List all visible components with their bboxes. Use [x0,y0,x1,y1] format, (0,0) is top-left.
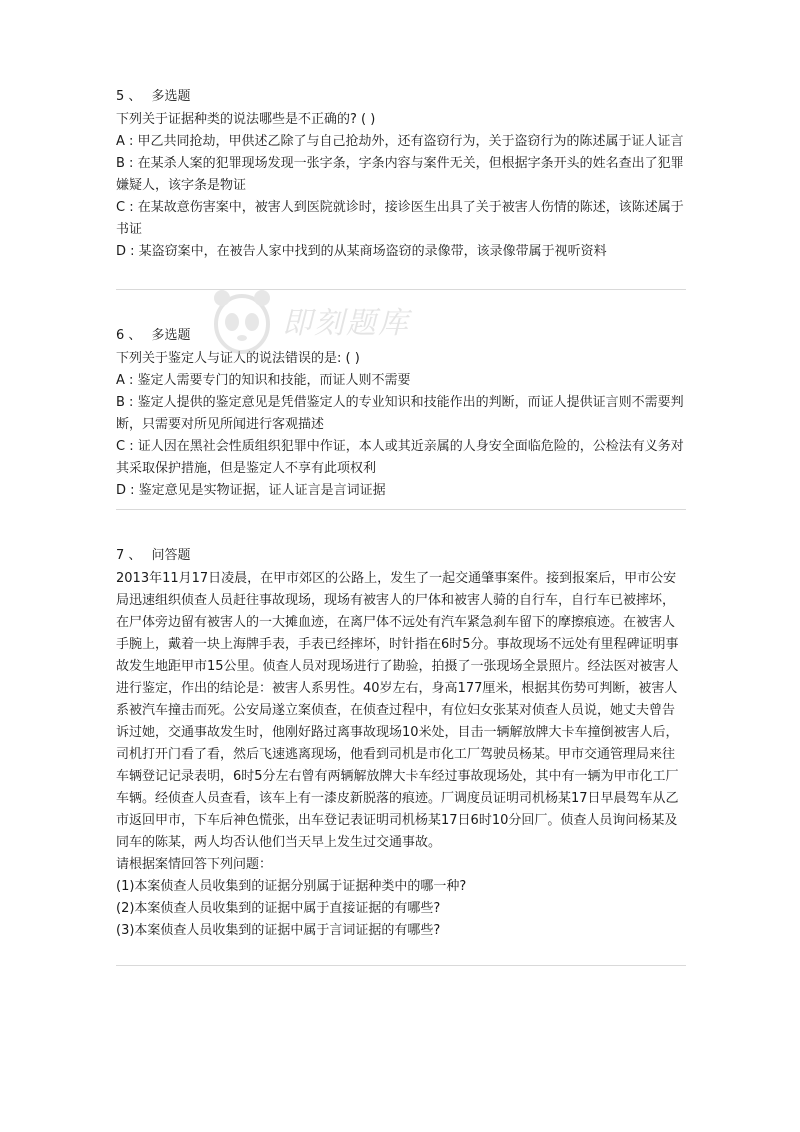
option-c: C : 在某故意伤害案中，被害人到医院就诊时，接诊医生出具了关于被害人伤情的陈述，该陈述属于书证 [116,200,684,237]
sub-question-2: (2)本案侦查人员收集到的证据中属于直接证据的有哪些? [116,901,441,916]
question-number: 7 、 [116,548,142,563]
sub-question-1: (1)本案侦查人员收集到的证据分别属于证据种类中的哪一种? [116,879,467,894]
option-d: D : 某盗窃案中，在被告人家中找到的从某商场盗窃的录像带，该录像带属于视听资料 [116,244,607,259]
option-b: B : 在某杀人案的犯罪现场发现一张字条，字条内容与案件无关，但根据字条开头的姓名查出了犯罪嫌疑人，该字条是物证 [116,156,684,193]
question-stem: 下列关于证据种类的说法哪些是不正确的? ( ) [116,112,376,127]
divider [116,509,686,510]
question-number: 5 、 [116,89,142,104]
divider [116,289,686,290]
question-6 [116,325,686,502]
sub-question-3: (3)本案侦查人员收集到的证据中属于言词证据的有哪些? [116,923,441,938]
option-d: D : 鉴定意见是实物证据，证人证言是言词证据 [116,483,386,498]
question-5-header [116,86,686,108]
watermark-text: 即刻题库 [282,306,410,341]
question-7 [116,545,686,942]
case-description: 2013年11月17日凌晨，在甲市郊区的公路上，发生了一起交通肇事案件。接到报案后，甲市公安局迅速组织侦查人员赶往事故现场，现场有被害人的尸体和被害人骑的自行车，自行车已被摔坏，在尸体旁边留有被害人的一大摊血迹，在离尸体不远处有汽车紧急刹车留下的摩擦痕迹。在被害人手腕上，戴着一块上海牌手表，手表已经摔坏，时针指在6时5分。事故现场不远处有里程碑证明事故发生地距甲市15公里。侦查人员对现场进行了勘验，拍摄了一张现场全景照片。经法医对被害人进行鉴定，作出的结论是：被害人系男性。40岁左右，身高177厘米，根据其伤势可判断，被害人系被汽车撞击而死。公安局遂立案侦查，在侦查过程中，有位妇女张某对侦查人员说，她丈夫曾告诉过她，交通事故发生时，他刚好路过离事故现场10米处，目击一辆解放牌大卡车撞倒被害人后，司机打开门看了看，然后飞速逃离现场，他看到司机是市化工厂驾驶员杨某。甲市交通管理局来往车辆登记记录表明，6时5分左右曾有两辆解放牌大卡车经过事故现场处，其中有一辆为甲市化工厂车辆。经侦查人员查看，该车上有一漆皮新脱落的痕迹。厂调度员证明司机杨某17日早晨驾车从乙市返回甲市，下车后神色慌张，出车登记表证明司机杨某17日6时10分回厂。侦查人员询问杨某及同车的陈某，两人均否认他们当天早上发生过交通事故。 [116,571,679,850]
question-7-header [116,545,686,567]
option-a: A : 鉴定人需要专门的知识和技能，而证人则不需要 [116,373,411,388]
question-number: 6 、 [116,328,142,343]
question-5 [116,86,686,263]
answer-prompt: 请根据案情回答下列问题： [116,857,273,872]
option-b: B : 鉴定人提供的鉴定意见是凭借鉴定人的专业知识和技能作出的判断，而证人提供证言则不需要判断，只需要对所见所闻进行客观描述 [116,395,684,432]
question-type: 问答题 [151,548,191,563]
question-stem: 下列关于鉴定人与证人的说法错误的是: ( ) [116,351,360,366]
question-6-header [116,325,686,347]
question-type: 多选题 [151,89,191,104]
question-type: 多选题 [151,328,191,343]
option-a: A : 甲乙共同抢劫，甲供述乙除了与自己抢劫外，还有盗窃行为，关于盗窃行为的陈述属于证人证言 [116,134,684,149]
divider [116,965,686,966]
option-c: C : 证人因在黑社会性质组织犯罪中作证，本人或其近亲属的人身安全面临危险的，公检法有义务对其采取保护措施，但是鉴定人不享有此项权利 [116,439,684,476]
